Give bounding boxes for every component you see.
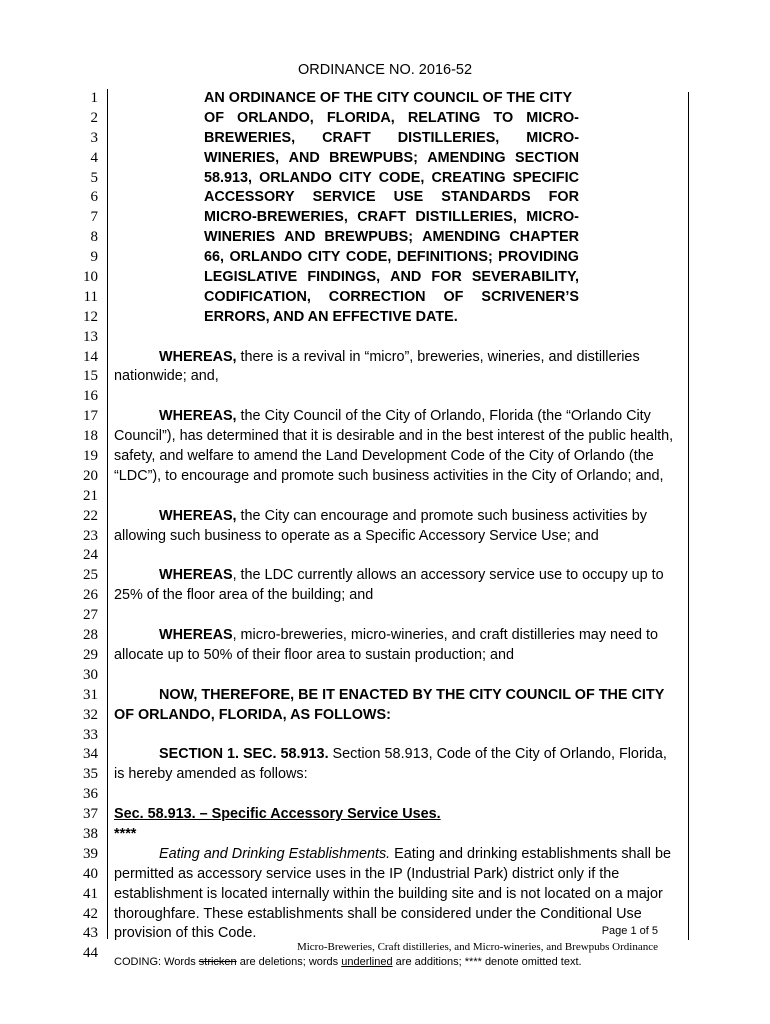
line-number: 41	[83, 885, 98, 902]
footer-ordinance-title: Micro-Breweries, Craft distilleries, and Micro-wineries, and Brewpubs Ordinance	[296, 941, 658, 953]
whereas-2-line-2: Council”), has determined that it is desirable and in the best interest of the public health,	[114, 428, 674, 445]
title-word: CRAFT	[357, 209, 407, 226]
eating-label: Eating and Drinking Establishments.	[159, 845, 391, 862]
title-line	[204, 288, 579, 308]
line-number: 30	[83, 666, 98, 683]
whereas-5-line-2: allocate up to 50% of their floor area to sustain production; and	[114, 646, 514, 663]
enactment-clause-line-1: NOW, THEREFORE, BE IT ENACTED BY THE CITY COUNCIL OF THE CITY	[159, 686, 665, 703]
title-word: FOR	[548, 189, 579, 206]
section-1-line-2: is hereby amended as follows:	[114, 766, 308, 783]
title-word: 66,	[204, 249, 225, 266]
line-number: 18	[83, 428, 98, 445]
eating-line-5: provision of this Code.	[114, 925, 257, 942]
whereas-label: WHEREAS,	[159, 507, 237, 524]
title-line	[204, 208, 579, 228]
title-word: SERVICE	[312, 189, 376, 206]
line-number: 23	[83, 527, 98, 544]
line-number: 20	[83, 467, 98, 484]
line-number: 9	[90, 249, 98, 266]
line-number: 35	[83, 766, 98, 783]
title-word: CODE,	[378, 169, 425, 186]
whereas-3-text: the City can encourage and promote such business activities by	[236, 507, 647, 524]
title-word: SEVERABILITY,	[471, 269, 579, 286]
title-word: ERRORS, AND AN EFFECTIVE DATE.	[204, 308, 458, 325]
line-number: 34	[83, 746, 98, 763]
eating-line-4: thoroughfare. These establishments shall be considered under the Conditional Use	[114, 905, 642, 922]
title-word: BREWPUBS;	[324, 229, 414, 246]
title-word: FINDINGS,	[307, 269, 381, 286]
title-line	[204, 89, 579, 109]
line-number: 44	[83, 945, 98, 962]
title-word: WINERIES	[204, 229, 276, 246]
title-word: MICRO-	[526, 129, 579, 146]
title-word: AND	[288, 149, 320, 166]
title-word: SPECIFIC	[512, 169, 579, 186]
line-number: 32	[83, 706, 98, 723]
ordinance-number: ORDINANCE NO. 2016-52	[297, 62, 473, 78]
title-line	[204, 188, 579, 208]
omitted-text-marker: ****	[114, 825, 137, 842]
whereas-4-line-2: 25% of the floor area of the building; and	[114, 587, 374, 604]
line-number: 2	[90, 109, 98, 126]
line-number: 19	[83, 448, 98, 465]
title-word: CODE,	[345, 249, 392, 266]
whereas-3-line-1	[114, 507, 656, 527]
line-number: 8	[90, 229, 98, 246]
title-word: FLORIDA,	[326, 109, 395, 126]
line-number: 42	[83, 905, 98, 922]
whereas-5-text: , micro-breweries, micro-wineries, and craft distilleries may need to	[232, 627, 659, 644]
section-heading: Sec. 58.913. – Specific Accessory Service Uses.	[114, 806, 441, 823]
line-number: 36	[83, 786, 98, 803]
title-word: USE	[393, 189, 424, 206]
title-word: CODIFICATION,	[204, 288, 311, 305]
ordinance-title	[204, 89, 579, 328]
whereas-2-line-1	[114, 407, 656, 427]
coding-stricken: stricken	[198, 956, 237, 968]
whereas-label: WHEREAS,	[159, 348, 237, 365]
line-number: 28	[83, 627, 98, 644]
title-word: SECTION	[515, 149, 579, 166]
title-word: ACCESSORY	[204, 189, 295, 206]
line-number: 10	[83, 269, 98, 286]
whereas-1-line-1	[114, 348, 656, 368]
title-line	[204, 308, 579, 328]
line-number: 11	[83, 288, 98, 305]
line-number: 24	[83, 547, 98, 564]
title-word: CITY	[338, 169, 372, 186]
line-number: 31	[83, 686, 98, 703]
line-number: 39	[83, 845, 98, 862]
title-word: CORRECTION	[328, 288, 426, 305]
eating-text: Eating and drinking establishments shall be	[390, 845, 671, 862]
coding-underlined: underlined	[341, 956, 393, 968]
coding-prefix: CODING: Words	[114, 956, 199, 968]
line-number: 4	[90, 149, 98, 166]
whereas-4-line-1	[114, 566, 664, 586]
title-word: OF	[443, 288, 464, 305]
title-word: OF	[204, 109, 224, 126]
title-word: LEGISLATIVE	[204, 269, 298, 286]
title-word: SCRIVENER’S	[481, 288, 579, 305]
title-line	[204, 248, 579, 268]
whereas-4-text: , the LDC currently allows an accessory service use to occupy up to	[232, 567, 664, 584]
line-number: 1	[90, 90, 98, 106]
page-number: Page 1 of 5	[601, 925, 658, 937]
whereas-3-line-2: allowing such business to operate as a Specific Accessory Service Use; and	[114, 527, 599, 544]
line-number: 40	[83, 865, 98, 882]
line-number: 27	[83, 607, 98, 624]
title-word: MICRO-	[526, 109, 579, 126]
title-word: STANDARDS	[441, 189, 531, 206]
coding-suffix: are additions; **** denote omitted text.	[392, 956, 582, 968]
title-word: ORLANDO	[259, 169, 332, 186]
title-word: CRAFT	[322, 129, 371, 146]
line-number: 22	[83, 507, 98, 524]
title-word: TO	[493, 109, 514, 126]
line-number: 12	[83, 308, 98, 325]
whereas-5-line-1	[114, 626, 659, 646]
line-number: 16	[83, 388, 98, 405]
title-line	[204, 169, 579, 189]
coding-mid: are deletions; words	[236, 956, 342, 968]
title-word: AND	[284, 229, 316, 246]
line-number: 13	[83, 328, 98, 345]
title-word: 58.913,	[204, 169, 253, 186]
line-numbers	[60, 89, 98, 964]
eating-line-1	[114, 845, 671, 865]
section-1-label: SECTION 1. SEC. 58.913.	[159, 746, 329, 763]
line-number: 14	[83, 348, 98, 365]
title-word: AND	[390, 269, 422, 286]
title-word: DEFINITIONS;	[396, 249, 493, 266]
whereas-2-line-3: safety, and welfare to amend the Land Development Code of the City of Orlando (the	[114, 448, 654, 465]
line-number: 21	[83, 487, 98, 504]
title-word: DISTILLERIES,	[415, 209, 517, 226]
section-1-text: Section 58.913, Code of the City of Orlando, Florida,	[328, 746, 667, 763]
title-word: DISTILLERIES,	[397, 129, 500, 146]
title-word: ORLANDO,	[237, 109, 314, 126]
line-number: 17	[83, 408, 98, 425]
enactment-clause-line-2: OF ORLANDO, FLORIDA, AS FOLLOWS:	[114, 706, 391, 723]
title-word: MICRO-BREWERIES,	[204, 209, 348, 226]
whereas-1-text: there is a revival in “micro”, breweries, wineries, and distilleries	[236, 348, 640, 365]
eating-line-3: establishment is located internally within the building site and is not located on a major	[114, 885, 663, 902]
whereas-2-text: the City Council of the City of Orlando, Florida (the “Orlando City	[236, 408, 651, 425]
line-number: 37	[83, 806, 98, 823]
section-1-line-1	[114, 745, 667, 765]
title-word: BREWPUBS;	[329, 149, 418, 166]
line-number: 29	[83, 646, 98, 663]
title-word: CHAPTER	[509, 229, 579, 246]
title-word: CREATING	[431, 169, 506, 186]
whereas-label: WHEREAS	[159, 567, 233, 584]
title-word: PROVIDING	[498, 249, 579, 266]
title-word: BREWERIES,	[204, 129, 296, 146]
title-word: AMENDING	[427, 149, 506, 166]
line-number: 33	[83, 726, 98, 743]
whereas-label: WHEREAS	[159, 627, 233, 644]
title-word: FOR	[431, 269, 462, 286]
line-number: 43	[83, 925, 98, 942]
title-line	[204, 268, 579, 288]
title-word: AN ORDINANCE OF THE CITY COUNCIL OF THE CITY	[204, 90, 573, 106]
title-line	[204, 228, 579, 248]
title-line	[204, 149, 579, 169]
document-body	[114, 89, 674, 944]
line-number: 25	[83, 567, 98, 584]
left-margin-rule	[107, 89, 108, 939]
line-number: 6	[90, 189, 98, 206]
eating-line-2: permitted as accessory service uses in the IP (Industrial Park) district only if the	[114, 865, 620, 882]
whereas-1-line-2: nationwide; and,	[114, 368, 219, 385]
title-word: AMENDING	[422, 229, 501, 246]
line-number: 15	[83, 368, 98, 385]
title-word: WINERIES,	[204, 149, 280, 166]
line-number: 26	[83, 587, 98, 604]
title-word: CITY	[307, 249, 341, 266]
title-word: ORLANDO	[229, 249, 303, 266]
title-word: RELATING	[407, 109, 481, 126]
title-line	[204, 129, 579, 149]
whereas-label: WHEREAS,	[159, 408, 237, 425]
line-number: 38	[83, 825, 98, 842]
line-number: 7	[90, 209, 98, 226]
title-line	[204, 109, 579, 129]
right-margin-rule	[688, 92, 689, 940]
title-word: MICRO-	[526, 209, 579, 226]
coding-legend	[114, 956, 582, 968]
whereas-2-line-4: “LDC”), to encourage and promote such business activities in the City of Orlando; and,	[114, 467, 664, 484]
line-number: 5	[90, 169, 98, 186]
line-number: 3	[90, 129, 98, 146]
